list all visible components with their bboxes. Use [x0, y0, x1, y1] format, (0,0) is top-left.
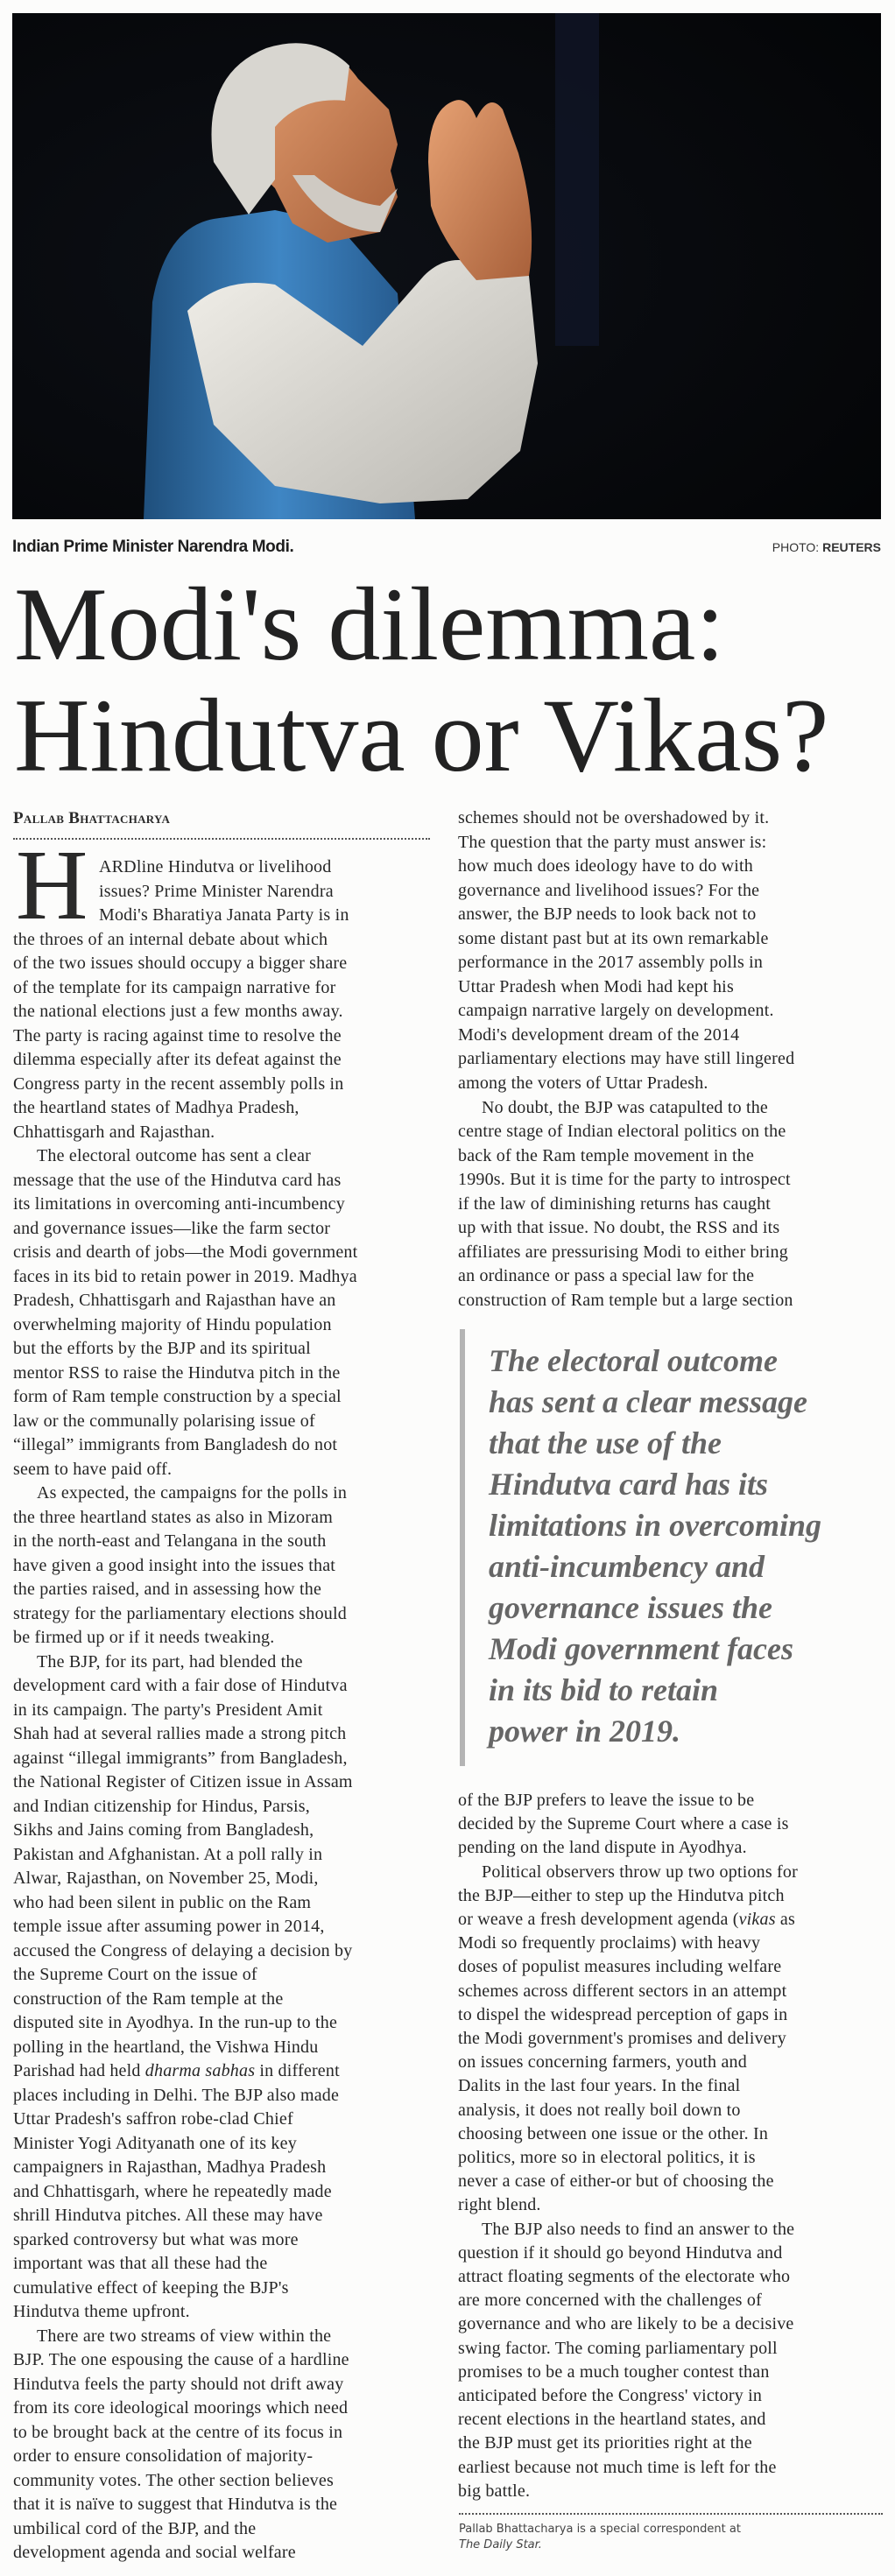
author-note-text: Pallab Bhattacharya is a special correspondent at	[459, 2523, 741, 2536]
text-line: As expected, the campaigns for the polls in	[37, 1483, 348, 1503]
text-line: politics, more so in electoral politics, it is	[458, 2148, 756, 2168]
text-line: doses of populist measures including welfare	[458, 1957, 782, 1977]
text-line: governance and who are likely to be a decisive	[458, 2314, 794, 2334]
text-line: the three heartland states as also in Mizoram	[13, 1507, 333, 1527]
author-note	[459, 2522, 879, 2553]
text-line: never a case of either-or but of choosing the	[458, 2171, 774, 2192]
text-line: campaigners in Rajasthan, Madhya Pradesh	[13, 2157, 327, 2177]
pull-quote-line: has sent a clear message	[489, 1384, 807, 1419]
text-line: campaign narrative largely on development.	[458, 1001, 774, 1021]
text-line: No doubt, the BJP was catapulted to the	[482, 1097, 769, 1117]
photo-caption: Indian Prime Minister Narendra Modi.	[12, 538, 294, 556]
photo-credit	[772, 540, 881, 554]
modi-namaste-photo	[12, 13, 881, 519]
text-line: up with that issue. No doubt, the RSS and its	[458, 1218, 780, 1238]
text-line: against “illegal immigrants” from Bangladesh,	[13, 1748, 348, 1768]
right-column-bottom	[458, 1789, 878, 2503]
right-column-top	[458, 806, 878, 1313]
paragraph	[13, 855, 433, 1144]
pull-quote-line: governance issues the	[489, 1590, 772, 1625]
text-line: how much does ideology have to do with	[458, 856, 753, 876]
text-line: from its core ideological moorings which need	[13, 2398, 349, 2418]
article-photo	[12, 13, 881, 519]
paragraph	[458, 1096, 878, 1313]
text-line: the national elections just a few months away.	[13, 1002, 343, 1021]
text-line: Shah had at several rallies made a strong pitch	[13, 1724, 347, 1743]
pull-quote-line: Hindutva card has its	[489, 1467, 769, 1502]
text-line: the National Register of Citizen issue in Assam	[13, 1772, 353, 1791]
text-line: Chhattisgarh and Rajasthan.	[13, 1122, 215, 1142]
text-line: the BJP—either to step up the Hindutva pitch	[458, 1885, 785, 1905]
paragraph	[458, 2218, 878, 2503]
text-line: The party is racing against time to resolve the	[13, 1025, 342, 1045]
text-line: The question that the party must answer is:	[458, 832, 767, 852]
pull-quote-line: anti-incumbency and	[489, 1549, 765, 1584]
text-line: mentor RSS to raise the Hindutva pitch in the	[13, 1362, 341, 1383]
pull-quote-line: Modi government faces	[489, 1631, 793, 1666]
text-line: Modi's development dream of the 2014	[458, 1024, 740, 1045]
text-line: of the template for its campaign narrative for	[13, 977, 336, 997]
text-line: the throes of an internal debate about which	[13, 929, 328, 949]
text-line: Pradesh, Chhattisgarh and Rajasthan have an	[13, 1291, 336, 1310]
text-span: or weave a fresh development agenda (	[458, 1910, 739, 1930]
text-line: ARDline Hindutva or livelihood	[99, 857, 332, 876]
text-line: Modi's Bharatiya Janata Party is in	[99, 905, 349, 925]
text-line: community votes. The other section believes	[13, 2470, 334, 2490]
text-line: construction of Ram temple but a large section	[458, 1290, 793, 1310]
text-line: development card with a fair dose of Hindutva	[13, 1676, 348, 1695]
pull-quote-line: limitations in overcoming	[489, 1508, 822, 1543]
text-line	[13, 2059, 433, 2084]
text-line	[458, 1908, 878, 1932]
paragraph	[458, 806, 878, 1096]
text-line: There are two streams of view within the	[37, 2326, 332, 2346]
text-line: on issues concerning farmers, youth and	[458, 2052, 747, 2073]
paragraph	[13, 1144, 433, 1482]
text-line: performance in the 2017 assembly polls in	[458, 953, 764, 973]
italic-term: vikas	[738, 1910, 776, 1930]
text-line: construction of the Ram temple at the	[13, 1988, 284, 2009]
text-line: parliamentary elections may have still lingered	[458, 1049, 795, 1069]
text-line: the heartland states of Madhya Pradesh,	[13, 1098, 300, 1117]
text-line: Uttar Pradesh when Modi had kept his	[458, 976, 734, 996]
text-line: governance and livelihood issues? For the	[458, 880, 760, 900]
text-line: temple issue after assuming power in 2014,	[13, 1917, 325, 1936]
text-line: Minister Yogi Adityanath one of its key	[13, 2133, 297, 2153]
text-line: The BJP, for its part, had blended the	[37, 1651, 303, 1672]
paragraph	[458, 1861, 878, 2218]
text-line: the BJP must get its priorities right at the	[458, 2433, 752, 2453]
text-line: strategy for the parliamentary elections should	[13, 1603, 347, 1623]
text-line: question if it should go beyond Hindutva and	[458, 2242, 783, 2263]
text-line: The electoral outcome has sent a clear	[37, 1146, 312, 1165]
text-line: disputed site in Ayodhya. In the run-up to the	[13, 2013, 338, 2032]
text-line: of the two issues should occupy a bigger share	[13, 954, 348, 973]
text-line: important was that all these had the	[13, 2254, 268, 2273]
text-span: in different	[255, 2061, 340, 2080]
text-line: Congress party in the recent assembly polls in	[13, 1073, 344, 1094]
text-line: 1990s. But it is time for the party to introspect	[458, 1170, 791, 1190]
text-line: the Supreme Court on the issue of	[13, 1965, 257, 1984]
pull-quote-line: in its bid to retain	[489, 1672, 719, 1707]
text-line: to dispel the widespread perception of gaps in	[458, 2004, 788, 2024]
text-line: if the law of diminishing returns has caught	[458, 1193, 772, 1214]
text-line: its limitations in overcoming anti-incumbency	[13, 1194, 345, 1214]
text-line: that it is naïve to suggest that Hindutva is the	[13, 2495, 338, 2514]
text-line: development agenda and social welfare	[13, 2543, 296, 2562]
text-line: “illegal” immigrants from Bangladesh do not	[13, 1435, 338, 1454]
text-line: and Indian citizenship for Hindus, Parsis,	[13, 1796, 310, 1816]
paragraph	[458, 1789, 878, 1861]
text-line: form of Ram temple construction by a special	[13, 1387, 342, 1406]
text-line: have given a good insight into the issues that	[13, 1555, 336, 1575]
photo-credit-prefix: PHOTO:	[772, 540, 820, 554]
text-line: overwhelming majority of Hindu population	[13, 1314, 332, 1334]
text-line: the Modi government's promises and delivery	[458, 2029, 786, 2049]
text-line: and Chhattisgarh, where he repeatedly made	[13, 2181, 332, 2201]
text-line: polling in the heartland, the Vishwa Hindu	[13, 2037, 319, 2057]
text-line: Dalits in the last four years. In the final	[458, 2076, 741, 2096]
text-line: schemes should not be overshadowed by it.	[458, 808, 770, 827]
text-line: BJP. The one espousing the cause of a hardline	[13, 2350, 349, 2369]
text-line: but the efforts by the BJP and its spiritual	[13, 1339, 311, 1358]
text-line: back of the Ram temple movement in the	[458, 1145, 755, 1165]
text-line: pending on the land dispute in Ayodhya.	[458, 1838, 747, 1858]
text-line: Hindutva feels the party should not drift away	[13, 2374, 344, 2394]
text-span: Parishad had held	[13, 2061, 145, 2080]
photo-credit-source: REUTERS	[822, 540, 881, 554]
text-line: law or the communally polarising issue of	[13, 1411, 315, 1431]
text-line: of the BJP prefers to leave the issue to be	[458, 1791, 755, 1810]
text-span: as	[775, 1910, 795, 1930]
text-line: Uttar Pradesh's saffron robe-clad Chief	[13, 2109, 293, 2129]
text-line: sparked controversy but what was more	[13, 2229, 299, 2249]
text-line: faces in its bid to retain power in 2019. Madhya	[13, 1266, 357, 1286]
text-line: an ordinance or pass a special law for the	[458, 1266, 755, 1286]
text-line: among the voters of Uttar Pradesh.	[458, 1073, 708, 1094]
text-line: are more concerned with the challenges of	[458, 2291, 762, 2311]
text-line: in its campaign. The party's President Amit	[13, 1700, 323, 1720]
text-line: some distant past but at its own remarkable	[458, 928, 769, 948]
text-line: big battle.	[458, 2481, 531, 2501]
text-line: shrill Hindutva pitches. All these may have	[13, 2206, 323, 2225]
text-line: who had been silent in public on the Ram	[13, 1892, 312, 1912]
text-line: affiliates are pressurising Modi to either bring	[458, 1242, 788, 1262]
text-line: be firmed up or if it needs tweaking.	[13, 1628, 275, 1647]
author-note-publication: The Daily Star.	[459, 2538, 542, 2551]
drop-cap: H	[16, 829, 88, 940]
text-line: to be brought back at the centre of its focus in	[13, 2422, 343, 2442]
headline-line-2: Hindutva or Vikas?	[14, 677, 829, 793]
headline-line-1: Modi's dilemma:	[14, 566, 725, 682]
paragraph	[13, 1650, 433, 2325]
text-line: promises to be a much tougher contest than	[458, 2361, 770, 2382]
pull-quote	[489, 1341, 878, 1752]
text-line: right blend.	[458, 2195, 541, 2215]
pull-quote-line: The electoral outcome	[489, 1343, 778, 1378]
text-line: and governance issues—like the farm sector	[13, 1218, 331, 1238]
text-line: Sikhs and Jains coming from Bangladesh,	[13, 1820, 314, 1840]
italic-term: dharma sabhas	[144, 2061, 256, 2080]
text-line: Political observers throw up two options for	[482, 1862, 798, 1882]
text-line: Pakistan and Afghanistan. At a poll rally in	[13, 1844, 323, 1864]
paragraph	[13, 1482, 433, 1650]
text-line: recent elections in the heartland states, and	[458, 2410, 766, 2430]
paragraph	[13, 2325, 433, 2565]
text-line: message that the use of the Hindutva card has	[13, 1170, 342, 1190]
text-line: Alwar, Rajasthan, on November 25, Modi,	[13, 1869, 319, 1888]
left-column	[13, 855, 433, 2565]
text-line: umbilical cord of the BJP, and the	[13, 2518, 257, 2538]
text-line: dilemma especially after its defeat against the	[13, 1050, 342, 1069]
footer-divider	[459, 2513, 883, 2515]
pull-quote-bar	[460, 1329, 465, 1766]
text-line: seem to have paid off.	[13, 1459, 173, 1479]
text-line: Modi so frequently proclaims) with heavy	[458, 1933, 761, 1953]
text-line: Hindutva theme upfront.	[13, 2302, 190, 2321]
text-line: centre stage of Indian electoral politics on the	[458, 1122, 786, 1142]
text-line: accused the Congress of delaying a decision by	[13, 1940, 353, 1960]
text-line: earliest because not much time is left for the	[458, 2457, 777, 2477]
text-line: crisis and dearth of jobs—the Modi government	[13, 1242, 358, 1262]
byline: Pallab Bhattacharya	[13, 809, 171, 827]
text-line: schemes across different sectors in an attempt	[458, 1981, 787, 2001]
text-line: The BJP also needs to find an answer to the	[482, 2219, 795, 2239]
pull-quote-line: that the use of the	[489, 1425, 722, 1460]
pull-quote-line: power in 2019.	[489, 1714, 681, 1749]
text-line: places including in Delhi. The BJP also made	[13, 2085, 340, 2105]
text-line: order to ensure consolidation of majority-	[13, 2446, 314, 2466]
text-line: analysis, it does not really boil down to	[458, 2100, 741, 2120]
text-line: issues? Prime Minister Narendra	[99, 881, 334, 901]
text-line: swing factor. The coming parliamentary poll	[458, 2338, 778, 2358]
text-line: choosing between one issue or the other. In	[458, 2123, 769, 2143]
text-line: anticipated before the Congress' victory in	[458, 2386, 763, 2406]
text-line: answer, the BJP needs to look back not to	[458, 904, 757, 925]
text-line: the parties raised, and in assessing how the	[13, 1580, 322, 1599]
text-line: decided by the Supreme Court where a case is	[458, 1814, 789, 1834]
text-line: cumulative effect of keeping the BJP's	[13, 2277, 289, 2298]
text-line: attract floating segments of the electorate who	[458, 2267, 791, 2287]
text-line: in the north-east and Telangana in the south	[13, 1531, 327, 1551]
